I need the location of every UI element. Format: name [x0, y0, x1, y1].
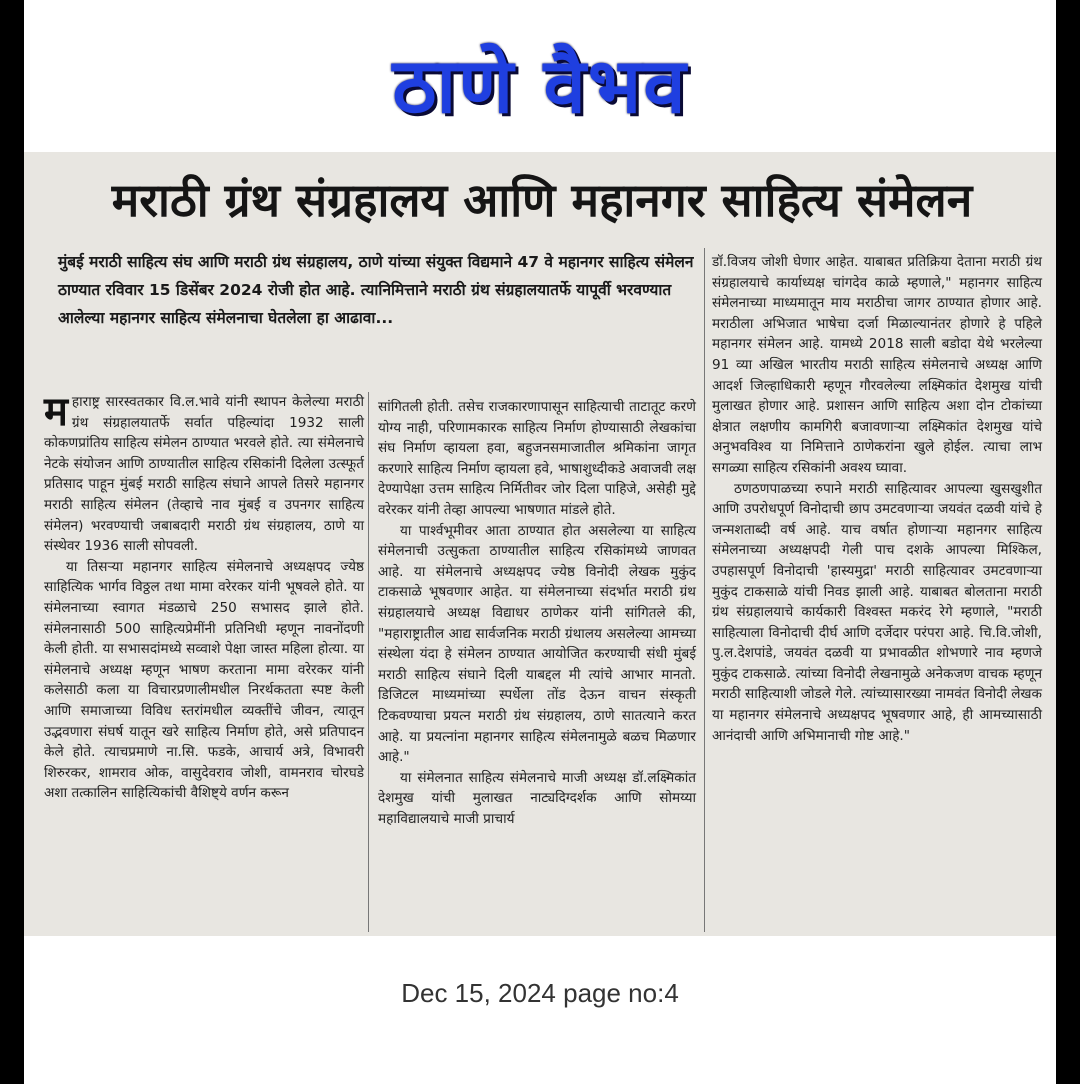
article-column-3	[712, 252, 1042, 746]
paragraph: हाराष्ट्र सारस्वतकार वि.ल.भावे यांनी स्थापन केलेल्या मराठी ग्रंथ संग्रहालयातर्फे सर्वात पहिल्यांदा 1932 साली कोकणप्रांतिय साहित्य संमेलन ठाण्यात भरवले होते. त्या संमेलनाचे नेटके संयोजन आणि ठाण्यातील साहित्य रसिकांनी दिलेला उत्स्फूर्त प्रतिसाद पाहून मुंबई मराठी साहित्य संघाने आपले तिसरे महानगर मराठी साहित्य संमेलन (तेव्हाचे नाव मुंबई व उपनगर साहित्य संमेलन) भरवण्याची जबाबदारी मराठी ग्रंथ संग्रहालय, ठाणे या संस्थेवर 1936 साली सोपवली.	[44, 394, 364, 555]
photo-frame	[24, 0, 1056, 1084]
date-page-caption: Dec 15, 2024 page no:4	[401, 978, 679, 1008]
article-headline: मराठी ग्रंथ संग्रहालय आणि महानगर साहित्य संमेलन	[111, 173, 973, 227]
paragraph: या पार्श्वभूमीवर आता ठाण्यात होत असलेल्या या साहित्य संमेलनाची उत्सुकता ठाण्यातील साहित्य रसिकांमध्ये जाणवत आहे. या संमेलनाचे अध्यक्षपद ज्येष्ठ विनोदी लेखक मुकुंद टाकसाळे भूषवणार आहेत. या संमेलनाच्या संदर्भात मराठी ग्रंथ संग्रहालयाचे अध्यक्ष विद्याधर ठाणेकर यांनी सांगितले की, "महाराष्ट्रातील आद्य सार्वजनिक मराठी ग्रंथालय असलेल्या आमच्या संस्थेला यंदा हे संमेलन ठाण्यात आयोजित करण्याची संधी मुंबई मराठी साहित्य संघाने दिली याबद्दल मी त्यांचे आभार मानतो. डिजिटल माध्यमांच्या स्पर्धेला तोंड देऊन वाचन संस्कृती टिकवण्याचा प्रयत्न मराठी ग्रंथ संग्रहालय, ठाणे सातत्याने करत आहे. या प्रयत्नांना महानगर साहित्य संमेलनामुळे बळच मिळणार आहे."	[378, 522, 696, 766]
drop-cap: म	[44, 389, 68, 435]
newspaper-clipping	[24, 152, 1056, 936]
column-divider	[704, 248, 705, 932]
column-divider	[368, 392, 369, 932]
masthead-title: ठाणे वैभव	[392, 40, 688, 130]
paragraph: ठणठणपाळच्या रुपाने मराठी साहित्यावर आपल्या खुसखुशीत आणि उपरोधपूर्ण विनोदाची छाप उमटवणाऱ्या जयवंत दळवी यांचे हे जन्मशताब्दी वर्ष आहे. याच वर्षात होणाऱ्या महानगर साहित्य संमेलनाच्या अध्यक्षपदी गेली पाच दशके आपल्या मिश्किल, उपहासपूर्ण विनोदाची 'हास्यमुद्रा' मराठी साहित्यावर उमटवणाऱ्या मुकुंद टाकसाळे यांची निवड झाली आहे. याबाबत बोलताना मराठी ग्रंथ संग्रहालयाचे कार्यकारी विश्वस्त मकरंद रेगे म्हणाले, "मराठी साहित्याला विनोदाची दीर्घ आणि दर्जेदार परंपरा आहे. चि.वि.जोशी, पु.ल.देशपांडे, जयवंत दळवी या प्रभावळीत शोभणारे नाव म्हणजे मुकुंद टाकसाळे. त्यांच्या विनोदी लेखनामुळे अनेकजण वाचक म्हणून मराठी साहित्याशी जोडले गेले. त्यांच्यासारख्या नामवंत विनोदी लेखक या महानगर संमेलनाचे अध्यक्षपद भूषवणार आहे, ही आमच्यासाठी आनंदाची आणि अभिमानाची गोष्ट आहे."	[712, 480, 1042, 744]
article-column-1	[44, 389, 364, 804]
article-intro: मुंबई मराठी साहित्य संघ आणि मराठी ग्रंथ संग्रहालय, ठाणे यांच्या संयुक्त विद्यमाने 47 वे महानगर साहित्य संमेलन ठाण्यात रविवार 15 डिसेंबर 2024 रोजी होत आहे. त्यानिमित्ताने मराठी ग्रंथ संग्रहालयातर्फे यापूर्वी भरवण्यात आलेल्या महानगर साहित्य संमेलनाचा घेतलेला हा आढावा...	[58, 253, 694, 327]
paragraph: या तिसऱ्या महानगर साहित्य संमेलनाचे अध्यक्षपद ज्येष्ठ साहित्यिक भार्गव विठ्ठल तथा मामा वरेरकर यांनी भूषवले होते. या संमेलनाच्या स्वागत मंडळाचे 250 सभासद झाले होते. संमेलनासाठी 500 साहित्यप्रेमींनी प्रतिनिधी म्हणून नावनोंदणी केली होती. या सभासदांमध्ये सव्वाशे पेक्षा जास्त महिला होत्या. या संमेलनाचे अध्यक्ष म्हणून भाषण करताना मामा वरेरकर यांनी कलेसाठी कला या विचारप्रणालीमधील निरर्थकतता स्पष्ट केली आणि समाजाच्या विविध स्तरांमधील व्यक्तींचे जीवन, त्यातून उद्भवणारा संघर्ष यातून खरे साहित्य निर्माण होते, असे प्रतिपादन केले होते. त्याचप्रमाणे ना.सि. फडके, आचार्य अत्रे, विभावरी शिरुरकर, शामराव ओक, वासुदेवराव जोशी, वामनराव चोरघडे अशा तत्कालिन साहित्यिकांची वैशिष्ट्ये वर्णन करून	[44, 558, 364, 802]
paragraph: या संमेलनात साहित्य संमेलनाचे माजी अध्यक्ष डॉ.लक्ष्मिकांत देशमुख यांची मुलाखत नाट्यदिग्दर्शक आणि सोमय्या महाविद्यालयाचे माजी प्राचार्य	[378, 769, 696, 827]
article-column-2	[378, 397, 696, 829]
newspaper-masthead	[24, 28, 1056, 138]
paragraph: डॉ.विजय जोशी घेणार आहेत. याबाबत प्रतिक्रिया देताना मराठी ग्रंथ संग्रहालयाचे कार्याध्यक्ष चांगदेव काळे म्हणाले," महानगर साहित्य संमेलनाच्या माध्यमातून माय मराठीचा जागर ठाण्यात होणार आहे. मराठीला अभिजात भाषेचा दर्जा मिळाल्यानंतर होणारे हे पहिले महानगर संमेलन आहे. यामध्ये 2018 साली बडोदा येथे भरलेल्या 91 व्या अखिल भारतीय मराठी साहित्य संमेलनाचे अध्यक्ष आणि आदर्श जिल्हाधिकारी म्हणून गौरवलेल्या लक्ष्मिकांत देशमुख यांची मुलाखत होणार आहे. प्रशासन आणि साहित्य अशा दोन टोकांच्या क्षेत्रात लक्षणीय कामगिरी बजावणाऱ्या लक्ष्मिकांत देशमुख यांचे अनुभवविश्व या निमित्ताने ठाणेकरांना खुले होईल. त्याचा लाभ सगळ्या साहित्य रसिकांनी अवश्य घ्यावा.	[712, 254, 1042, 476]
paragraph: सांगितली होती. तसेच राजकारणापासून साहित्याची ताटातूट करणे योग्य नाही, परिणामकारक साहित्य निर्माण होण्यासाठी लेखकांचा संघ निर्माण व्हायला हवा, बहुजनसमाजातील श्रमिकांना जागृत करणारे साहित्य निर्माण व्हायला हवे, भाषाशुध्दीकडे अवाजवी लक्ष देण्यापेक्षा उत्तम साहित्य निर्मितीवर जोर दिला पाहिजे, असेही मुद्दे वरेरकर यांनी तेव्हा आपल्या भाषणात मांडले होते.	[378, 399, 696, 518]
